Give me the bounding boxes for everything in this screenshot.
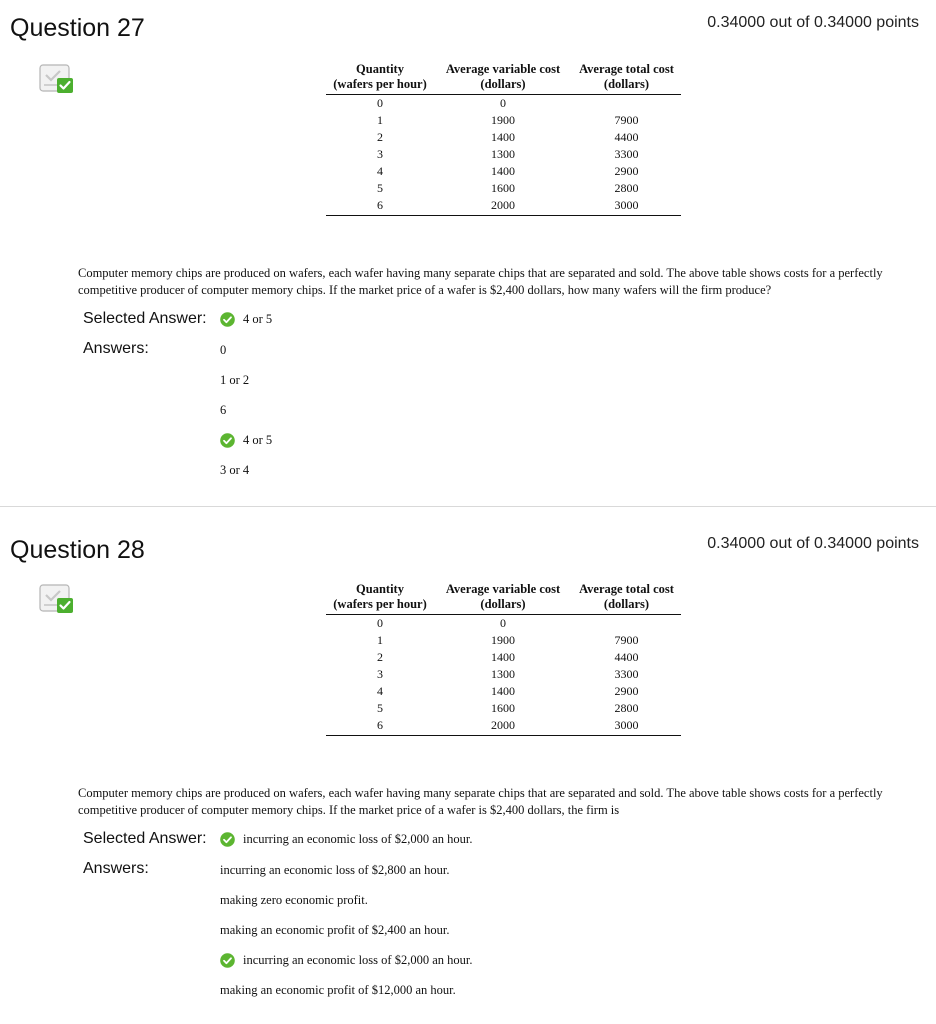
cell-avc: 1600 xyxy=(491,701,515,715)
answer-option xyxy=(220,343,272,373)
cell-quantity: 6 xyxy=(326,717,434,736)
answer-option xyxy=(220,893,472,923)
answer-option xyxy=(220,983,472,1013)
cell-quantity: 3 xyxy=(377,667,383,681)
header-atc-unit: (dollars) xyxy=(572,77,681,95)
cell-atc: 2800 xyxy=(614,181,639,195)
cell-quantity: 3 xyxy=(377,147,383,161)
question-28 xyxy=(0,520,936,1024)
table-row xyxy=(326,649,681,666)
answer-option xyxy=(220,403,272,433)
cell-atc: 4400 xyxy=(614,650,639,664)
cell-quantity: 0 xyxy=(377,96,383,110)
answer-option xyxy=(220,463,272,493)
table-row xyxy=(326,95,681,113)
graded-correct-icon xyxy=(39,63,75,95)
selected-answer-text: incurring an economic loss of $2,000 an hour. xyxy=(243,832,473,846)
cell-quantity: 4 xyxy=(377,684,383,698)
cell-avc: 1400 xyxy=(491,164,515,178)
green-check-icon xyxy=(220,312,235,327)
question-title: Question 27 xyxy=(10,14,145,42)
table-row xyxy=(326,632,681,649)
cell-quantity: 5 xyxy=(377,181,383,195)
answer-text: incurring an economic loss of $2,800 an hour. xyxy=(220,863,450,877)
answer-option-correct xyxy=(220,953,472,983)
cell-atc: 3300 xyxy=(614,667,639,681)
table-row xyxy=(326,683,681,700)
table-row xyxy=(326,615,681,633)
answer-option xyxy=(220,373,272,403)
table-row xyxy=(326,700,681,717)
green-check-icon xyxy=(220,433,235,448)
question-title: Question 28 xyxy=(10,536,145,564)
cell-atc: 3000 xyxy=(572,197,681,216)
cell-atc: 2900 xyxy=(614,684,639,698)
table-row xyxy=(326,666,681,683)
answer-text: making an economic profit of $2,400 an hour. xyxy=(220,923,450,937)
cell-avc: 1300 xyxy=(491,147,515,161)
graded-correct-icon xyxy=(39,583,75,615)
cell-avc: 1400 xyxy=(491,684,515,698)
cell-atc: 4400 xyxy=(614,130,639,144)
table-row xyxy=(326,146,681,163)
question-divider xyxy=(0,506,936,507)
header-quantity: Quantity xyxy=(356,582,404,596)
cell-avc: 1900 xyxy=(491,633,515,647)
header-atc: Average total cost xyxy=(579,62,674,76)
table-row xyxy=(326,717,681,736)
answer-text: making zero economic profit. xyxy=(220,893,368,907)
table-row xyxy=(326,180,681,197)
cell-avc: 0 xyxy=(500,96,506,110)
header-quantity-unit: (wafers per hour) xyxy=(326,597,434,615)
header-avc: Average variable cost xyxy=(445,582,561,596)
cell-quantity: 4 xyxy=(377,164,383,178)
cell-atc: 2900 xyxy=(614,164,639,178)
cell-avc: 1300 xyxy=(491,667,515,681)
selected-answer-label: Selected Answer: xyxy=(83,830,207,847)
answers-label: Answers: xyxy=(83,340,149,357)
question-points: 0.34000 out of 0.34000 points xyxy=(707,14,919,31)
answers-list xyxy=(220,863,472,1013)
question-prompt: Computer memory chips are produced on wafers, each wafer having many separate chips that are separated and sold. The above table shows costs for a perfectly competitive producer of computer memory chips. If the market price of a wafer is $2,400 dollars, how many wafers will the firm produce? xyxy=(78,266,883,297)
cell-quantity: 1 xyxy=(377,633,383,647)
header-quantity: Quantity xyxy=(356,62,404,76)
header-atc: Average total cost xyxy=(579,582,674,596)
selected-answer-label: Selected Answer: xyxy=(83,310,207,327)
table-row xyxy=(326,112,681,129)
cell-avc: 1900 xyxy=(491,113,515,127)
cell-quantity: 5 xyxy=(377,701,383,715)
cell-atc: 3000 xyxy=(572,717,681,736)
answer-option xyxy=(220,923,472,953)
answer-text: 0 xyxy=(220,343,227,357)
answers-list xyxy=(220,343,272,493)
cell-atc: 2800 xyxy=(614,701,639,715)
cell-avc: 1400 xyxy=(491,650,515,664)
cell-avc: 0 xyxy=(500,616,506,630)
answer-text: 1 or 2 xyxy=(220,373,250,387)
header-avc-unit: (dollars) xyxy=(434,77,572,95)
header-avc-unit: (dollars) xyxy=(434,597,572,615)
cell-quantity: 1 xyxy=(377,113,383,127)
selected-answer xyxy=(220,312,272,327)
cell-atc: 7900 xyxy=(614,633,639,647)
cost-table xyxy=(326,62,681,216)
cell-atc xyxy=(572,95,681,113)
cell-avc: 1600 xyxy=(491,181,515,195)
cell-quantity: 0 xyxy=(377,616,383,630)
selected-answer-text: 4 or 5 xyxy=(243,312,273,326)
answers-label: Answers: xyxy=(83,860,149,877)
cell-quantity: 2 xyxy=(377,650,383,664)
header-avc: Average variable cost xyxy=(445,62,561,76)
answer-text: 3 or 4 xyxy=(220,463,250,477)
cost-table xyxy=(326,582,681,736)
green-check-icon xyxy=(220,832,235,847)
question-points: 0.34000 out of 0.34000 points xyxy=(707,535,919,552)
cell-atc xyxy=(572,615,681,633)
answer-text: 4 or 5 xyxy=(243,433,273,447)
selected-answer xyxy=(220,832,472,847)
table-row xyxy=(326,163,681,180)
question-27 xyxy=(0,0,936,506)
answer-option-correct xyxy=(220,433,272,463)
cell-quantity: 2 xyxy=(377,130,383,144)
table-row xyxy=(326,197,681,216)
answer-option xyxy=(220,863,472,893)
cell-avc: 2000 xyxy=(434,717,572,736)
cell-atc: 7900 xyxy=(614,113,639,127)
table-row xyxy=(326,129,681,146)
cell-avc: 2000 xyxy=(434,197,572,216)
green-check-icon xyxy=(220,953,235,968)
cell-avc: 1400 xyxy=(491,130,515,144)
answer-text: incurring an economic loss of $2,000 an hour. xyxy=(243,953,473,967)
header-atc-unit: (dollars) xyxy=(572,597,681,615)
header-quantity-unit: (wafers per hour) xyxy=(326,77,434,95)
answer-text: 6 xyxy=(220,403,227,417)
question-prompt: Computer memory chips are produced on wafers, each wafer having many separate chips that are separated and sold. The above table shows costs for a perfectly competitive producer of computer memory chips. If the market price of a wafer is $2,400 dollars, the firm is xyxy=(78,786,883,817)
cell-quantity: 6 xyxy=(326,197,434,216)
answer-text: making an economic profit of $12,000 an hour. xyxy=(220,983,456,997)
cell-atc: 3300 xyxy=(614,147,639,161)
